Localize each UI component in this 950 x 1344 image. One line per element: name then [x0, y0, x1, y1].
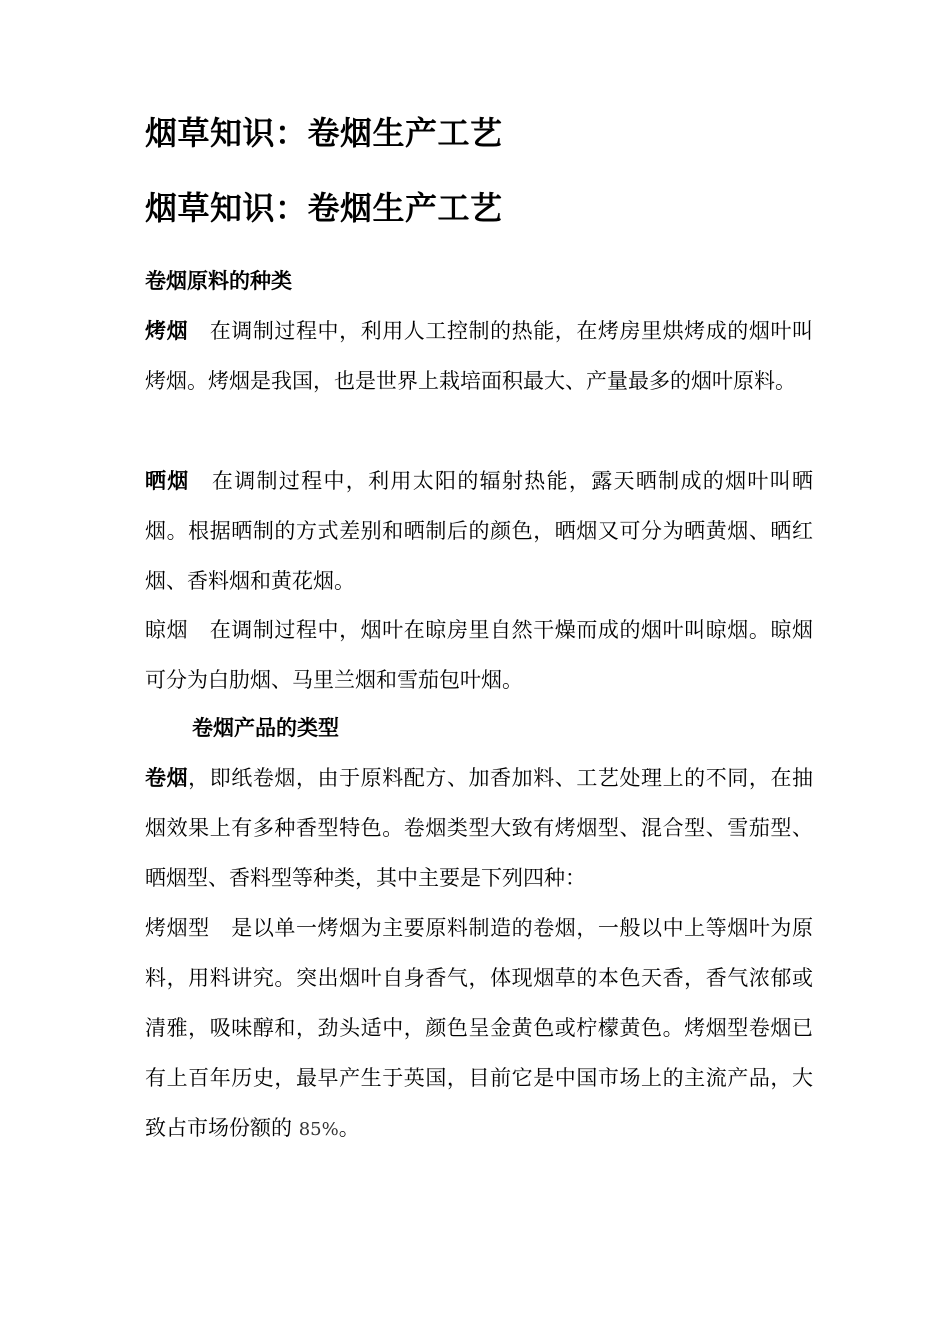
section-heading-raw-materials: 卷烟原料的种类 — [145, 269, 292, 293]
text-flue-cured-type-end: 。 — [338, 1116, 360, 1140]
text-flue-cured: 在调制过程中，利用人工控制的热能，在烤房里烘烤成的烟叶叫烤烟。烤烟是我国，也是世界上栽培面积最大、产量最多的烟叶原料。 — [145, 319, 814, 393]
text-air-cured: 在调制过程中，烟叶在晾房里自然干燥而成的烟叶叫晾烟。晾烟可分为白肋烟、马里兰烟和雪茄包叶烟。 — [145, 618, 814, 692]
paragraph-flue-cured — [145, 306, 813, 406]
market-share-value: 85% — [298, 1119, 339, 1140]
term-flue-cured: 烤烟 — [145, 319, 189, 343]
text-flue-cured-type: 是以单一烤烟为主要原料制造的卷烟，一般以中上等烟叶为原料，用料讲究。突出烟叶自身香气，体现烟草的本色天香，香气浓郁或清雅，吸味醇和，劲头适中，颜色呈金黄色或柠檬黄色。烤烟型卷烟已有上百年历史，最早产生于英国，目前它是中国市场上的主流产品，大致占市场份额的 — [145, 916, 814, 1140]
text-cigarette: ，即纸卷烟，由于原料配方、加香加料、工艺处理上的不同，在抽烟效果上有多种香型特色。卷烟类型大致有烤烟型、混合型、雪茄型、晒烟型、香料型等种类，其中主要是下列四种： — [145, 766, 814, 890]
paragraph-flue-cured-type — [145, 903, 813, 1155]
section-heading-product-types: 卷烟产品的类型 — [192, 716, 339, 740]
term-cigarette: 卷烟 — [145, 766, 189, 790]
document-title: 烟草知识：卷烟生产工艺 — [145, 114, 503, 152]
term-sun-cured: 晒烟 — [145, 469, 190, 493]
paragraph-sun-cured — [145, 456, 813, 606]
term-air-cured: 晾烟 — [145, 618, 189, 642]
text-sun-cured: 在调制过程中，利用太阳的辐射热能，露天晒制成的烟叶叫晒烟。根据晒制的方式差别和晒制后的颜色，晒烟又可分为晒黄烟、晒红烟、香料烟和黄花烟。 — [145, 469, 814, 593]
paragraph-cigarette — [145, 753, 813, 903]
term-flue-cured-type: 烤烟型 — [145, 916, 210, 940]
document-title-repeat: 烟草知识：卷烟生产工艺 — [145, 189, 503, 227]
paragraph-air-cured — [145, 605, 813, 705]
